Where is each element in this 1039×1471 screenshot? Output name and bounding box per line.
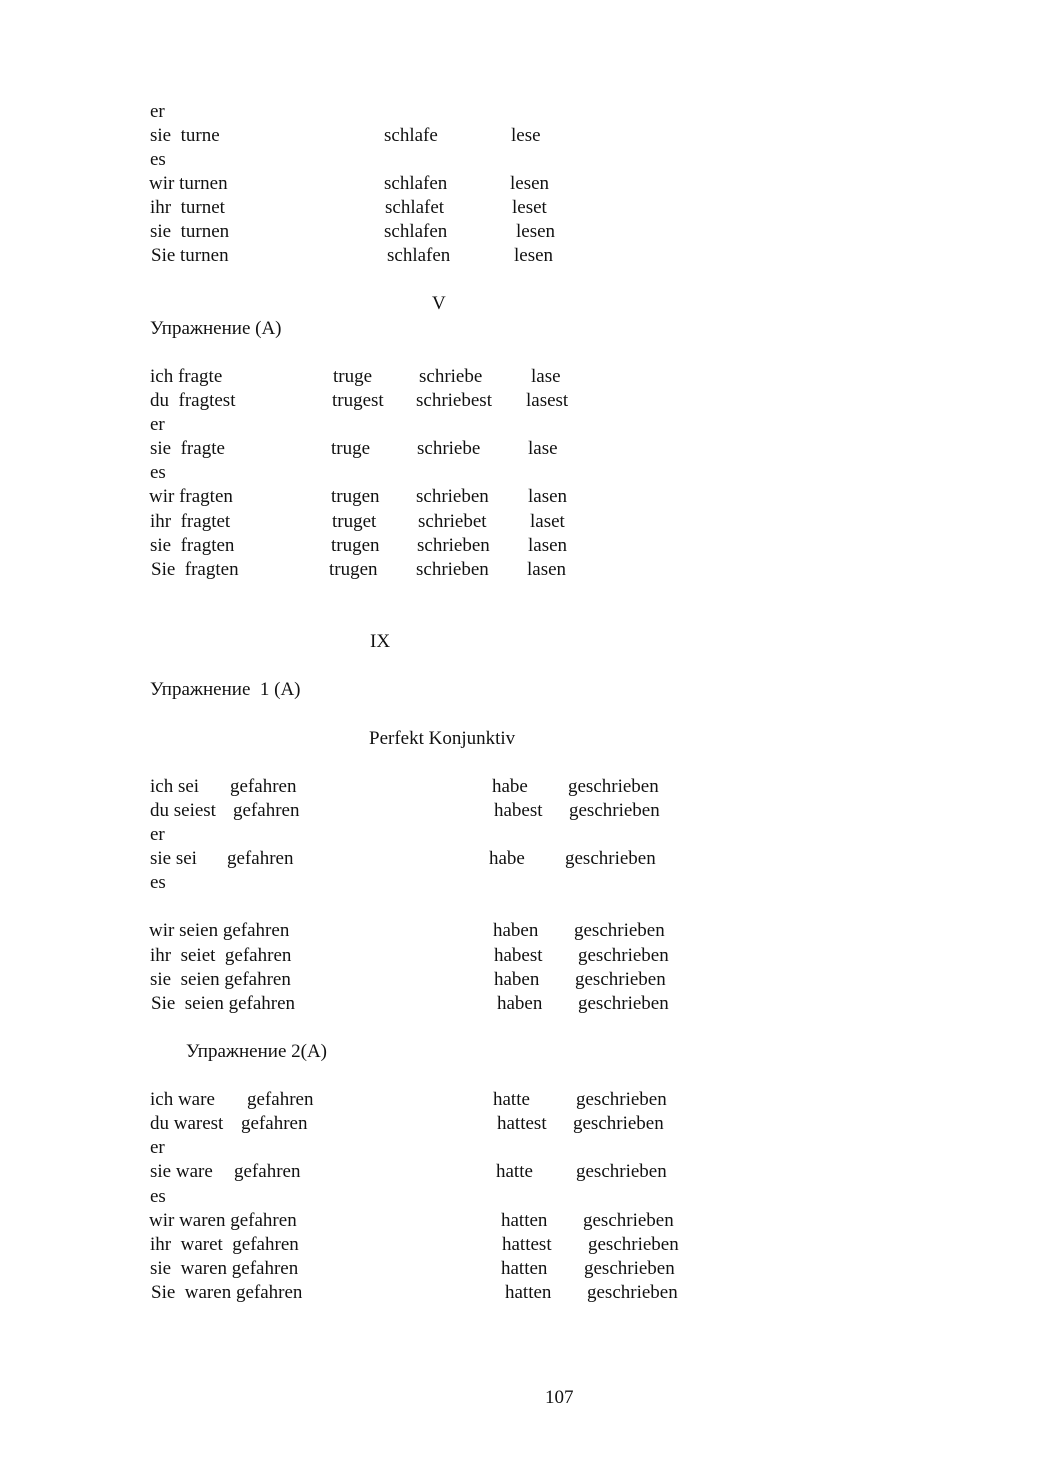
verb-form-turnen: sie turne: [150, 125, 220, 146]
perfekt-row-wir: [0, 919, 1039, 943]
section-numeral: V: [432, 293, 446, 314]
pronoun-text: es: [150, 872, 166, 893]
verb-form-schlafen: schlafen: [384, 221, 448, 242]
participle-geschrieben: geschrieben: [583, 1210, 674, 1231]
verb-form-tragen: truge: [331, 438, 371, 459]
section-numeral: IX: [370, 631, 391, 652]
present-row-ihr: [0, 196, 1039, 220]
pronoun-sein-form: ich ware: [150, 1089, 215, 1110]
verb-form-fragen: ihr fragtet: [150, 511, 231, 532]
pronoun-sein-form: sie ware: [150, 1161, 213, 1182]
present-row-wir: [0, 172, 1039, 196]
participle-geschrieben: geschrieben: [576, 1161, 667, 1182]
verb-form-turnen: Sie turnen: [151, 245, 229, 266]
verb-form-tragen: trugest: [332, 390, 384, 411]
verb-form-lesen: lesen: [510, 173, 550, 194]
section-v-heading: [0, 292, 1039, 316]
plusquamperfekt-row-du: [0, 1112, 1039, 1136]
verb-form-lesen: lasest: [526, 390, 569, 411]
verb-form-fragen: sie fragte: [150, 438, 225, 459]
verb-form-fragen: ich fragte: [150, 366, 223, 387]
praeteritum-row-sie-plural: [0, 534, 1039, 558]
exercise-title-text: Упражнение 1 (А): [150, 679, 301, 700]
participle-geschrieben: geschrieben: [565, 848, 656, 869]
haben-form: haben: [494, 969, 540, 990]
praeteritum-row-ich: [0, 365, 1039, 389]
exercise-title-text: Упражнение 2(А): [186, 1041, 328, 1062]
haben-form: hatte: [493, 1089, 530, 1110]
participle-gefahren: gefahren: [227, 848, 294, 869]
participle-geschrieben: geschrieben: [574, 920, 665, 941]
verb-form-tragen: truget: [332, 511, 377, 532]
verb-form-schlafen: schlafen: [384, 173, 448, 194]
participle-geschrieben: geschrieben: [573, 1113, 664, 1134]
page-number: 107: [545, 1387, 574, 1408]
pronoun-sein-participle: Sie seien gefahren: [151, 993, 296, 1014]
plusquamperfekt-row-wir: [0, 1209, 1039, 1233]
pronoun-sein-participle: sie seien gefahren: [150, 969, 291, 990]
pronoun-text: es: [150, 462, 166, 483]
participle-geschrieben: geschrieben: [575, 969, 666, 990]
haben-form: haben: [493, 920, 539, 941]
pronoun-text: es: [150, 1186, 166, 1207]
exercise-1a-title: [0, 678, 1039, 702]
haben-form: hatte: [496, 1161, 533, 1182]
section-ix-heading: [0, 630, 1039, 654]
haben-form: hatten: [505, 1282, 552, 1303]
present-row-sie: [0, 124, 1039, 148]
pronoun-text: er: [150, 101, 165, 122]
verb-form-schreiben: schriebe: [419, 366, 483, 387]
pronoun-text: es: [150, 149, 166, 170]
participle-geschrieben: geschrieben: [569, 800, 660, 821]
verb-form-tragen: trugen: [329, 559, 378, 580]
verb-form-schreiben: schrieben: [416, 559, 489, 580]
verb-form-tragen: trugen: [331, 486, 380, 507]
plusquamperfekt-row-ich: [0, 1088, 1039, 1112]
present-row-Sie-formal: [0, 244, 1039, 268]
participle-geschrieben: geschrieben: [588, 1234, 679, 1255]
plusquamperfekt-row-er: [0, 1136, 1039, 1160]
verb-form-turnen: ihr turnet: [150, 197, 225, 218]
praeteritum-row-sie: [0, 437, 1039, 461]
perfekt-row-du: [0, 799, 1039, 823]
verb-form-fragen: sie fragten: [150, 535, 235, 556]
praeteritum-row-Sie-formal: [0, 558, 1039, 582]
verb-form-fragen: Sie fragten: [151, 559, 239, 580]
pronoun-sein-form: du seiest: [150, 800, 216, 821]
verb-form-tragen: trugen: [331, 535, 380, 556]
verb-form-turnen: sie turnen: [150, 221, 230, 242]
praeteritum-row-es: [0, 461, 1039, 485]
verb-form-lesen: lase: [528, 438, 558, 459]
perfekt-row-Sie-formal: [0, 992, 1039, 1016]
subtitle-text: Perfekt Konjunktiv: [369, 728, 516, 749]
haben-form: habe: [489, 848, 525, 869]
verb-form-schlafen: schlafen: [387, 245, 451, 266]
participle-gefahren: gefahren: [247, 1089, 314, 1110]
participle-gefahren: gefahren: [233, 800, 300, 821]
praeteritum-row-er: [0, 413, 1039, 437]
participle-gefahren: gefahren: [241, 1113, 308, 1134]
pronoun-sein-form: du warest: [150, 1113, 224, 1134]
verb-form-lesen: lase: [531, 366, 561, 387]
perfekt-konjunktiv-subtitle: [0, 727, 1039, 751]
pronoun-sein-participle: ihr waret gefahren: [150, 1234, 299, 1255]
pronoun-sein-participle: Sie waren gefahren: [151, 1282, 303, 1303]
plusquamperfekt-row-sie-plural: [0, 1257, 1039, 1281]
exercise-a-title: [0, 317, 1039, 341]
plusquamperfekt-row-ihr: [0, 1233, 1039, 1257]
verb-form-fragen: du fragtest: [150, 390, 236, 411]
page-footer: [0, 1386, 1039, 1410]
verb-form-schreiben: schriebet: [418, 511, 487, 532]
pronoun-sein-participle: sie waren gefahren: [150, 1258, 299, 1279]
participle-geschrieben: geschrieben: [568, 776, 659, 797]
verb-form-lesen: laset: [530, 511, 565, 532]
pronoun-text: er: [150, 824, 165, 845]
pronoun-sein-participle: wir waren gefahren: [149, 1210, 297, 1231]
participle-geschrieben: geschrieben: [578, 993, 669, 1014]
participle-geschrieben: geschrieben: [584, 1258, 675, 1279]
plusquamperfekt-row-es: [0, 1185, 1039, 1209]
present-row-es: [0, 148, 1039, 172]
verb-form-schreiben: schrieben: [417, 535, 490, 556]
haben-form: habe: [492, 776, 528, 797]
present-row-er: [0, 100, 1039, 124]
verb-form-lesen: lasen: [528, 535, 568, 556]
haben-form: haben: [497, 993, 543, 1014]
verb-form-schreiben: schriebe: [417, 438, 481, 459]
verb-form-tragen: truge: [333, 366, 373, 387]
verb-form-lesen: leset: [512, 197, 547, 218]
pronoun-text: er: [150, 1137, 165, 1158]
participle-geschrieben: geschrieben: [576, 1089, 667, 1110]
verb-form-lesen: lesen: [516, 221, 556, 242]
verb-form-lesen: lese: [511, 125, 541, 146]
praeteritum-row-wir: [0, 485, 1039, 509]
haben-form: hattest: [502, 1234, 552, 1255]
praeteritum-row-ihr: [0, 510, 1039, 534]
plusquamperfekt-row-Sie-formal: [0, 1281, 1039, 1305]
perfekt-row-es: [0, 871, 1039, 895]
exercise-2a-title: [0, 1040, 1039, 1064]
perfekt-row-ich: [0, 775, 1039, 799]
verb-form-lesen: lasen: [527, 559, 567, 580]
pronoun-sein-participle: ihr seiet gefahren: [150, 945, 292, 966]
perfekt-row-er: [0, 823, 1039, 847]
perfekt-row-ihr: [0, 944, 1039, 968]
plusquamperfekt-row-sie: [0, 1160, 1039, 1184]
haben-form: habest: [494, 945, 543, 966]
pronoun-sein-form: sie sei: [150, 848, 197, 869]
verb-form-turnen: wir turnen: [149, 173, 228, 194]
verb-form-schreiben: schrieben: [416, 486, 489, 507]
haben-form: hattest: [497, 1113, 547, 1134]
verb-form-schlafen: schlafet: [385, 197, 445, 218]
haben-form: habest: [494, 800, 543, 821]
verb-form-lesen: lasen: [528, 486, 568, 507]
participle-gefahren: gefahren: [230, 776, 297, 797]
pronoun-text: er: [150, 414, 165, 435]
praeteritum-row-du: [0, 389, 1039, 413]
perfekt-row-sie-plural: [0, 968, 1039, 992]
pronoun-sein-participle: wir seien gefahren: [149, 920, 290, 941]
verb-form-lesen: lesen: [514, 245, 554, 266]
participle-geschrieben: geschrieben: [587, 1282, 678, 1303]
participle-geschrieben: geschrieben: [578, 945, 669, 966]
haben-form: hatten: [501, 1210, 548, 1231]
verb-form-schreiben: schriebest: [416, 390, 492, 411]
verb-form-schlafen: schlafe: [384, 125, 438, 146]
exercise-title-text: Упражнение (А): [150, 318, 282, 339]
verb-form-fragen: wir fragten: [149, 486, 233, 507]
haben-form: hatten: [501, 1258, 548, 1279]
perfekt-row-sie: [0, 847, 1039, 871]
participle-gefahren: gefahren: [234, 1161, 301, 1182]
present-row-sie-plural: [0, 220, 1039, 244]
pronoun-sein-form: ich sei: [150, 776, 200, 797]
